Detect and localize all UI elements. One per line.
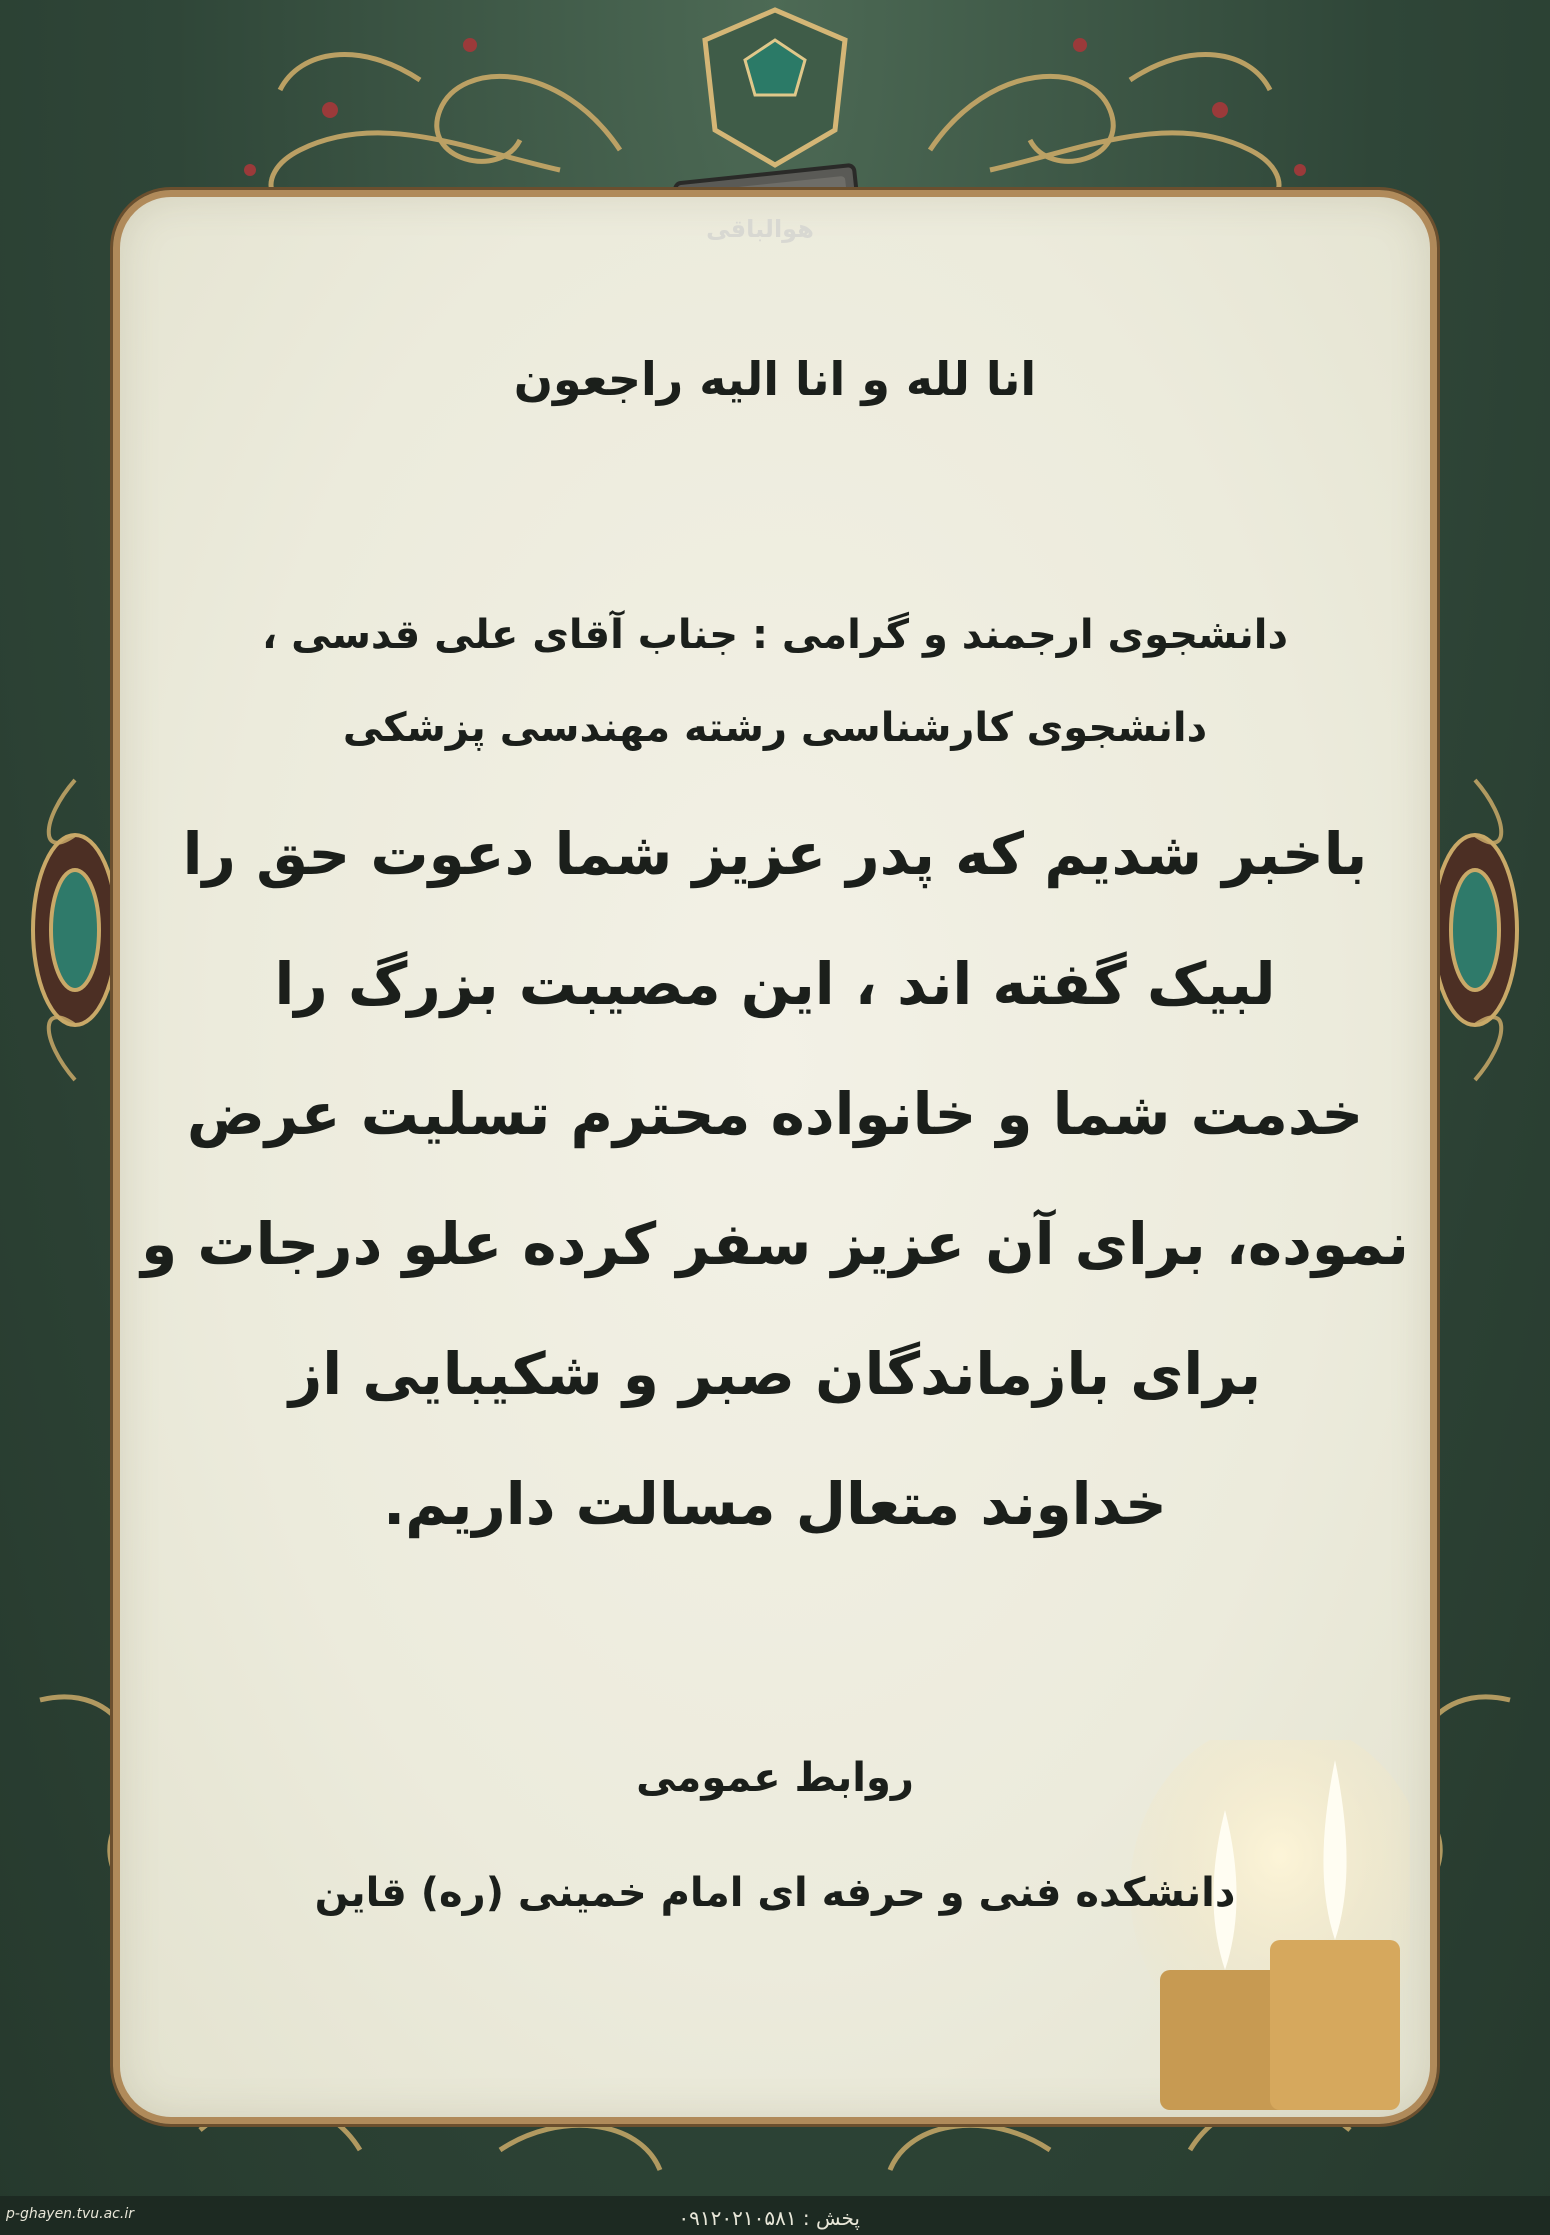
recipient-program: دانشجوی کارشناسی رشته مهندسی پزشکی xyxy=(342,705,1208,751)
message-line: لبیک گفته اند ، این مصیبت بزرگ را xyxy=(274,950,1276,1018)
message-line: باخبر شدیم که پدر عزیز شما دعوت حق را xyxy=(182,820,1368,888)
signature-org: دانشکده فنی و حرفه ای امام خمینی (ره) قاین xyxy=(314,1870,1236,1916)
website-text: p-ghayen.tvu.ac.ir xyxy=(6,2206,134,2222)
signature-office: روابط عمومی xyxy=(636,1755,914,1801)
message-line: برای بازماندگان صبر و شکیبایی از xyxy=(288,1340,1262,1408)
message-line: خدمت شما و خانواده محترم تسلیت عرض xyxy=(186,1080,1364,1148)
seal-text: هوالباقی xyxy=(706,215,814,243)
message-line: نموده، برای آن عزیز سفر کرده علو درجات و xyxy=(141,1210,1409,1278)
recipient-line: دانشجوی ارجمند و گرامی : جناب آقای علی قدسی ، xyxy=(262,612,1288,658)
distribution-text: پخش : ۰۹۱۲۰۲۱۰۵۸۱ xyxy=(678,2206,860,2230)
message-line: خداوند متعال مسالت داریم. xyxy=(383,1470,1167,1538)
heading: انا لله و انا الیه راجعون xyxy=(513,352,1037,406)
footer-bar xyxy=(0,2196,1550,2235)
